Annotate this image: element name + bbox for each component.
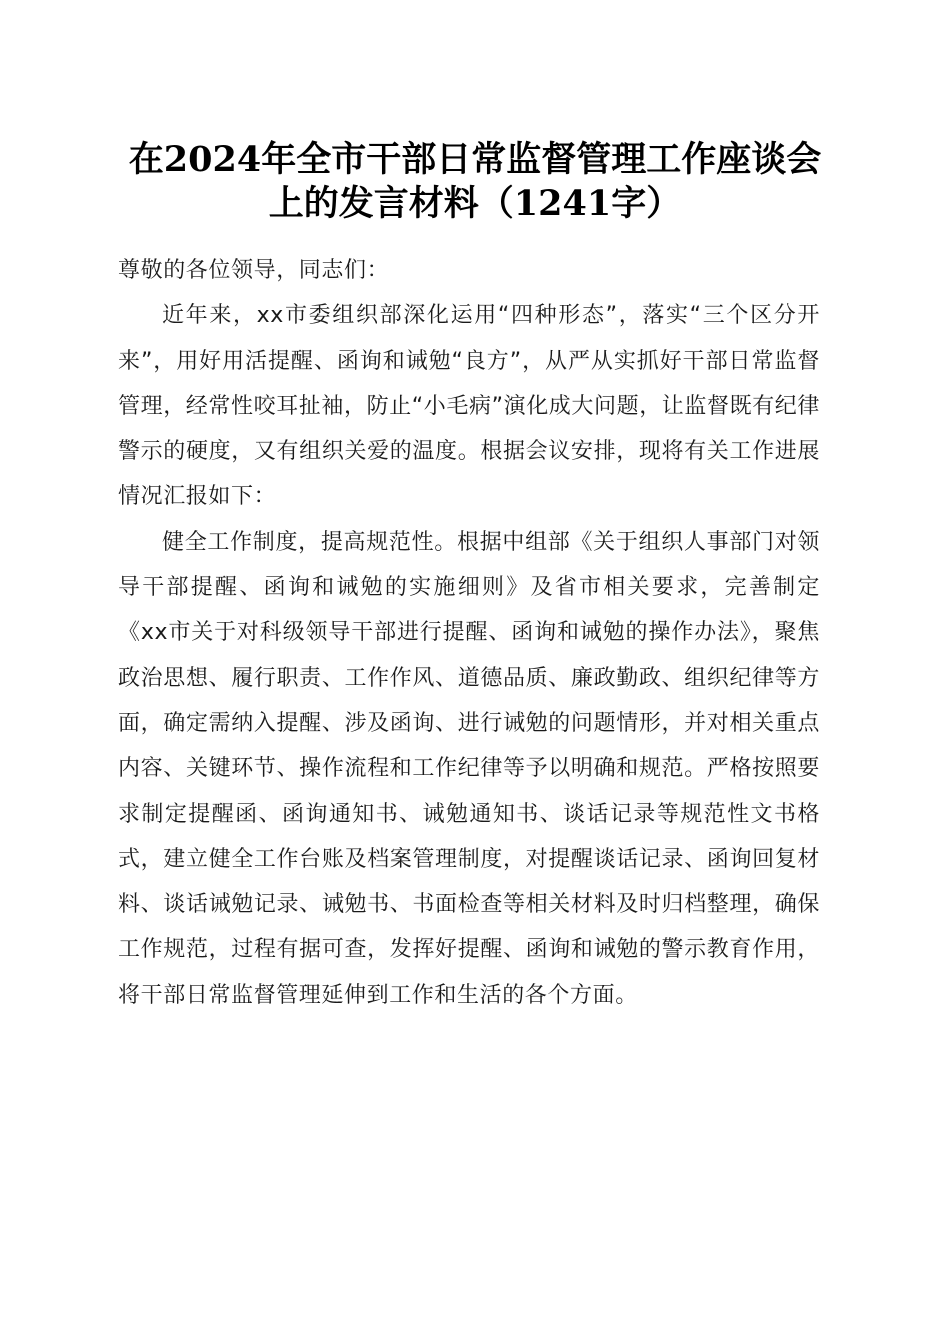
document-title	[100, 138, 850, 226]
paragraph-system: 健全工作制度，提高规范性。根据中组部《关于组织人事部门对领导干部提醒、函询和诫勉的实施细则》及省市相关要求，完善制定《xx市关于对科级领导干部进行提醒、函询和诫勉的操作办法》，聚焦政治思想、履行职责、工作作风、道德品质、廉政勤政、组织纪律等方面，确定需纳入提醒、涉及函询、进行诫勉的问题情形，并对相关重点内容、关键环节、操作流程和工作纪律等予以明确和规范。严格按照要求制定提醒函、函询通知书、诫勉通知书、谈话记录等规范性文书格式，建立健全工作台账及档案管理制度，对提醒谈话记录、函询回复材料、谈话诫勉记录、诫勉书、书面检查等相关材料及时归档整理，确保工作规范，过程有据可查，发挥好提醒、函询和诫勉的警示教育作用，将干部日常监督管理延伸到工作和生活的各个方面。	[118, 529, 820, 1008]
title-line-2: 上的发言材料（1241字）	[268, 183, 682, 224]
paragraph-intro: 近年来，xx市委组织部深化运用“四种形态”，落实“三个区分开来”，用好用活提醒、函询和诫勉“良方”，从严从实抓好干部日常监督管理，经常性咬耳扯袖，防止“小毛病”演化成大问题，让监督既有纪律警示的硬度，又有组织关爱的温度。根据会议安排，现将有关工作进展情况汇报如下：	[118, 303, 820, 510]
salutation: 尊敬的各位领导，同志们：	[118, 258, 390, 283]
title-line-1: 在2024年全市干部日常监督管理工作座谈会	[128, 139, 822, 180]
document-body	[118, 248, 820, 1018]
